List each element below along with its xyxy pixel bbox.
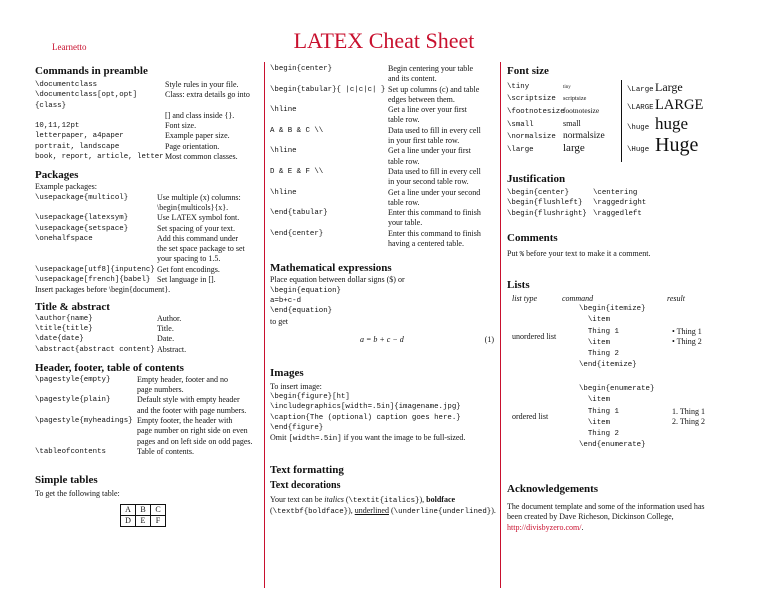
command-description: in your first table row.: [388, 136, 460, 146]
command-code: \pagestyle{plain}: [35, 396, 111, 405]
code-line: \end{equation}: [270, 307, 333, 316]
font-size-row: [627, 134, 737, 156]
command-code: \begin{center}: [270, 65, 333, 73]
command-code: [35, 244, 157, 254]
command-description: Begin centering your table: [388, 64, 474, 73]
package-row: [35, 234, 260, 244]
section-heading: Images: [270, 366, 304, 379]
code-line: Thing 2: [579, 350, 619, 358]
command-description: table row.: [388, 197, 420, 207]
command-description: Most common classes.: [165, 152, 238, 162]
command-code: [35, 111, 165, 121]
center-table-row: [270, 218, 496, 228]
font-size-sample: Large: [655, 80, 683, 94]
font-size-command: \small: [507, 120, 534, 129]
ack-link[interactable]: http://divisbyzero.com/: [507, 522, 582, 532]
package-row: [35, 193, 260, 203]
center-table-row: [270, 208, 496, 218]
command-code: \onehalfspace: [35, 234, 93, 243]
font-size-sample: scriptsize: [563, 95, 587, 103]
command-description: Data used to fill in every cell: [388, 125, 481, 135]
section-heading: Title & abstract: [35, 300, 110, 313]
title-abstract-row: [35, 334, 260, 344]
section-heading: Comments: [507, 231, 558, 244]
font-size-sample: Huge: [655, 134, 699, 156]
justification-row: [507, 188, 739, 198]
font-size-sample: LARGE: [655, 97, 704, 113]
command-code: \pagestyle{empty}: [35, 375, 111, 384]
header-footer-row: [35, 395, 260, 405]
command-code: \end{tabular}: [270, 209, 328, 218]
section-heading: Acknowledgements: [507, 483, 599, 496]
command-code: \usepackage{setspace}: [35, 224, 129, 233]
list-col-result: result: [667, 294, 685, 304]
package-row: [35, 244, 260, 254]
command-description: Set up columns (c) and table: [388, 84, 480, 94]
column-divider: [500, 62, 501, 588]
packages-table: [35, 193, 260, 286]
center-table-row: [270, 64, 496, 74]
font-size-sample: large: [563, 141, 585, 154]
math-code: [270, 286, 496, 317]
section-heading: Simple tables: [35, 474, 98, 487]
center-table-row: [270, 95, 496, 105]
command-code: A & B & C \\: [270, 126, 324, 135]
preamble-table: [35, 80, 260, 162]
header-footer-row: [35, 385, 260, 395]
environment-code: \begin{center}: [507, 189, 570, 197]
command-code: \hline: [270, 147, 297, 156]
table-cell: D: [121, 515, 136, 526]
command-description: Set language in [].: [157, 275, 216, 285]
command-description: and the footer with page numbers.: [137, 405, 247, 415]
font-size-command: \normalsize: [507, 132, 556, 141]
package-row: [35, 265, 260, 275]
list-result-item: • Thing 1: [672, 327, 702, 337]
example-table: [120, 504, 166, 527]
command-description: Example paper size.: [165, 131, 230, 141]
list-col-command: command: [562, 294, 594, 304]
command-description: Empty header, footer and no: [137, 374, 228, 384]
font-size-row: [627, 78, 737, 96]
command-code: [35, 385, 137, 395]
command-code: [270, 177, 388, 187]
center-table-row: [270, 177, 496, 187]
list-result-item: 1. Thing 1: [672, 407, 705, 417]
command-code: book, report, article, letter: [35, 153, 164, 162]
math-to-get: to get: [270, 316, 288, 326]
command-description: Style rules in your file.: [165, 80, 239, 89]
package-row: [35, 254, 260, 264]
comments-text: Put % before your text to make it a comment.: [507, 248, 651, 259]
center-table-row: [270, 105, 496, 115]
font-size-sample: small: [563, 118, 581, 128]
header-footer-row: [35, 375, 260, 385]
font-size-command: \large: [507, 145, 534, 154]
center-table-row: [270, 115, 496, 125]
command-code: \centering: [593, 189, 638, 197]
command-code: [270, 74, 388, 84]
math-intro: Place equation between dollar signs ($) or: [270, 275, 405, 285]
command-code: [270, 115, 388, 125]
font-size-row: [507, 82, 619, 94]
text-decorations-line-1: Your text can be italics (\textit{italics}), boldface: [270, 494, 456, 505]
font-size-row: [507, 119, 619, 131]
font-size-command: \tiny: [507, 83, 530, 91]
section-heading: Commands in preamble: [35, 65, 148, 77]
section-heading: Text formatting: [270, 463, 344, 476]
section-heading: Lists: [507, 279, 530, 292]
code-line: \end{itemize}: [579, 361, 637, 370]
command-description: Default style with empty header: [137, 395, 240, 405]
ordered-label: ordered list: [512, 412, 549, 422]
command-description: page numbers.: [137, 385, 184, 395]
command-code: \abstract{abstract content}: [35, 345, 155, 354]
code-line: \begin{equation}: [270, 286, 341, 295]
code-line: Thing 2: [579, 430, 619, 438]
packages-outro: Insert packages before \begin{document}.: [35, 285, 171, 295]
command-code: \hline: [270, 188, 297, 197]
subsection-heading: Text decorations: [270, 479, 341, 491]
command-description: the set space package to set: [157, 244, 245, 254]
command-code: [35, 203, 157, 213]
command-description: Get a line over your first: [388, 105, 467, 115]
command-code: 10,11,12pt: [35, 122, 80, 131]
command-code: \usepackage{latexsym}: [35, 214, 129, 223]
list-result-item: 2. Thing 2: [672, 417, 705, 427]
column-middle: [270, 64, 496, 517]
preamble-row: [35, 131, 260, 141]
section-heading: Font size: [507, 65, 549, 77]
command-description: Enter this command to finish: [388, 228, 481, 238]
font-size-table: [507, 78, 739, 164]
justification-table: [507, 188, 739, 219]
command-code: \usepackage[french]{babel}: [35, 276, 151, 285]
command-code: [270, 239, 388, 249]
command-description: table row.: [388, 156, 420, 166]
images-code: [270, 392, 496, 433]
center-table-row: [270, 85, 496, 95]
font-size-sample: huge: [655, 114, 689, 133]
package-row: [35, 224, 260, 234]
command-description: Class: extra details go into: [165, 90, 250, 100]
command-code: \title{title}: [35, 324, 93, 333]
images-intro: To insert image:: [270, 381, 322, 391]
command-description: Title.: [157, 323, 174, 333]
font-size-command: \Huge: [627, 146, 650, 154]
column-left: [35, 64, 260, 527]
command-code: \pagestyle{myheadings}: [35, 417, 133, 426]
title-abstract-row: [35, 324, 260, 334]
table-cell: B: [136, 504, 151, 515]
code-line: \item: [579, 338, 611, 347]
command-code: \date{date}: [35, 335, 84, 344]
command-description: Abstract.: [157, 344, 187, 354]
title-abstract-table: [35, 314, 260, 355]
center-table-row: [270, 188, 496, 198]
command-description: Get font encodings.: [157, 264, 220, 274]
command-description: and its content.: [388, 74, 437, 84]
center-table-row: [270, 229, 496, 239]
list-col-type: list type: [512, 294, 538, 304]
command-description: Get a line under your second: [388, 187, 481, 197]
code-line: \caption{The (optional) caption goes here.}: [270, 413, 461, 422]
table-cell: A: [121, 504, 136, 515]
font-size-command: \scriptsize: [507, 95, 556, 104]
page-title: LATEX Cheat Sheet: [293, 28, 475, 53]
center-table-row: [270, 239, 496, 249]
command-code: \usepackage{multicol}: [35, 193, 129, 202]
command-description: pages and on left side on odd pages.: [137, 436, 253, 446]
command-code: \documentclass[opt,opt]{class}: [35, 91, 138, 110]
preamble-row: [35, 152, 260, 162]
command-description: Use LATEX symbol font.: [157, 213, 240, 223]
center-table-row: [270, 157, 496, 167]
command-code: \documentclass: [35, 81, 98, 89]
preamble-row: [35, 111, 260, 121]
center-table-row: [270, 198, 496, 208]
command-code: letterpaper, a4paper: [35, 132, 124, 141]
images-omit: Omit [width=.5in] if you want the image to be full-sized.: [270, 433, 466, 444]
center-table-row: [270, 126, 496, 136]
section-heading: Justification: [507, 173, 566, 185]
code-line: Thing 1: [579, 407, 619, 416]
command-description: your table.: [388, 218, 423, 228]
command-description: Empty footer, the header with: [137, 416, 233, 426]
code-line: Thing 1: [579, 327, 619, 336]
command-code: [35, 406, 137, 416]
code-line: \item: [579, 396, 611, 405]
command-code: \tableofcontents: [35, 447, 106, 456]
command-code: [270, 157, 388, 167]
text-decorations-line-2: (\textbf{boldface}), underlined (\underline{underlined}).: [270, 505, 496, 516]
command-description: having a centered table.: [388, 239, 464, 249]
justification-row: [507, 198, 739, 208]
table-row: [121, 515, 166, 526]
command-code: portrait, landscape: [35, 142, 120, 151]
font-size-row: [627, 96, 737, 114]
command-description: Date.: [157, 334, 175, 344]
code-line: \begin{figure}[ht]: [270, 393, 350, 402]
column-right: Font size \tiny tiny \scriptsize scriptsize \footnotesize footnotesize \small small \normalsize normalsize \large large \Large Large \LARGE LARGE \huge huge \Huge Huge Justification \begin{center} \centering \begin{flushleft} \raggedright \begin{flushright} \raggedleft Comments Put % before your text to make it a comment. Lists list type command result unordered list \begin{itemize} \item Thing 1 \item Thing 2 \end{itemize} • Thing 1 • Thing 2 ordered list \begin{enumerate} \item Thing 1 \item Thing 2 \end{enumerate} 1. Thing 1 2. Thing 2 Acknowledgements The document template and some of the information used has been created by Dave Richeson, Dickinson College, http://divisbyzero.com/.: [507, 64, 739, 533]
header-footer-row: [35, 416, 260, 426]
header-footer-table: [35, 375, 260, 457]
command-description: Enter this command to finish: [388, 208, 481, 218]
command-code: \raggedright: [593, 199, 647, 208]
font-size-command: \footnotesize: [507, 108, 565, 117]
command-code: [270, 95, 388, 105]
environment-code: \begin{flushright}: [507, 209, 587, 218]
command-code: [270, 218, 388, 228]
packages-intro: Example packages:: [35, 182, 97, 192]
command-description: Use multiple (x) columns:: [157, 192, 241, 202]
header-footer-row: [35, 426, 260, 436]
title-abstract-row: [35, 314, 260, 324]
font-size-row: [627, 114, 737, 134]
command-description: Author.: [157, 313, 182, 323]
command-description: Set spacing of your text.: [157, 223, 235, 233]
command-code: \end{center}: [270, 229, 324, 238]
code-line: \end{figure}: [270, 424, 324, 433]
command-code: [35, 437, 137, 447]
center-table-code: [270, 64, 496, 249]
table-row: [121, 504, 166, 515]
equation-number: (1): [484, 334, 494, 344]
preamble-row: [35, 121, 260, 131]
command-description: Add this command under: [157, 233, 239, 243]
equation-line: [270, 333, 496, 349]
brand-name: Learnetto: [52, 42, 87, 52]
font-size-row: [507, 143, 619, 155]
preamble-row: [35, 142, 260, 152]
environment-code: \begin{flushleft}: [507, 199, 583, 208]
command-code: \usepackage[utf8]{inputenc}: [35, 265, 155, 274]
code-line: \begin{itemize}: [579, 305, 646, 314]
preamble-row: [35, 90, 260, 111]
column-divider: [264, 62, 265, 588]
command-code: \author{name}: [35, 314, 93, 323]
command-description: in your second table row.: [388, 177, 469, 187]
section-heading: Header, footer, table of contents: [35, 361, 184, 374]
command-code: \begin{tabular}{ |c|c|c| }: [270, 85, 386, 94]
package-row: [35, 275, 260, 285]
title-abstract-row: [35, 345, 260, 355]
command-description: page number on right side on even: [137, 426, 248, 436]
preamble-row: [35, 80, 260, 90]
table-cell: E: [136, 515, 151, 526]
command-description: Font size.: [165, 121, 197, 131]
lists-table: [507, 294, 739, 462]
command-description: Page orientation.: [165, 141, 220, 151]
unordered-label: unordered list: [512, 332, 557, 342]
font-size-row: [507, 106, 619, 118]
ack-text-2: been created by Dave Richeson, Dickinson College,: [507, 512, 674, 522]
center-table-row: [270, 136, 496, 146]
code-line: \item: [579, 316, 611, 325]
justification-row: [507, 209, 739, 219]
table-cell: C: [151, 504, 166, 515]
font-size-sample: footnotesize: [563, 106, 600, 116]
section-heading: Packages: [35, 169, 79, 182]
command-code: D & E & F \\: [270, 167, 324, 176]
command-description: table row.: [388, 115, 420, 125]
simple-tables-intro: To get the following table:: [35, 489, 120, 499]
code-line: a=b+c-d: [270, 296, 302, 305]
package-row: [35, 203, 260, 213]
command-code: [270, 198, 388, 208]
center-table-row: [270, 146, 496, 156]
ack-text-1: The document template and some of the information used has: [507, 502, 705, 512]
code-line: \begin{enumerate}: [579, 385, 655, 394]
header-footer-row: [35, 437, 260, 447]
center-table-row: [270, 167, 496, 177]
header-footer-row: [35, 406, 260, 416]
font-size-command: \huge: [627, 124, 650, 132]
command-description: Data used to fill in every cell: [388, 166, 481, 176]
command-description: Get a line under your first: [388, 146, 471, 156]
section-heading: Mathematical expressions: [270, 262, 392, 275]
command-code: [270, 136, 388, 146]
equation: a = b + c − d: [360, 334, 404, 344]
command-description: edges between them.: [388, 94, 455, 104]
font-size-sample: tiny: [563, 85, 571, 90]
font-size-command: \Large: [627, 86, 654, 94]
code-line: \includegraphics[width=.5in]{imagename.jpg}: [270, 403, 461, 412]
font-size-row: [507, 94, 619, 106]
font-size-command: \LARGE: [627, 104, 654, 112]
header-footer-row: [35, 447, 260, 457]
center-table-row: [270, 74, 496, 84]
code-line: \end{enumerate}: [579, 441, 646, 450]
package-row: [35, 213, 260, 223]
command-description: \begin{multicols}{x}.: [157, 202, 229, 212]
command-code: \raggedleft: [593, 209, 642, 218]
table-cell: F: [151, 515, 166, 526]
command-code: \hline: [270, 106, 297, 115]
command-code: [35, 426, 137, 436]
list-result-item: • Thing 2: [672, 337, 702, 347]
command-description: your spacing to 1.5.: [157, 254, 221, 264]
command-code: [35, 254, 157, 264]
font-size-sample: normalsize: [563, 130, 605, 141]
code-line: \item: [579, 418, 611, 427]
command-description: Table of contents.: [137, 446, 194, 456]
command-description: [] and class inside {}.: [165, 110, 235, 120]
